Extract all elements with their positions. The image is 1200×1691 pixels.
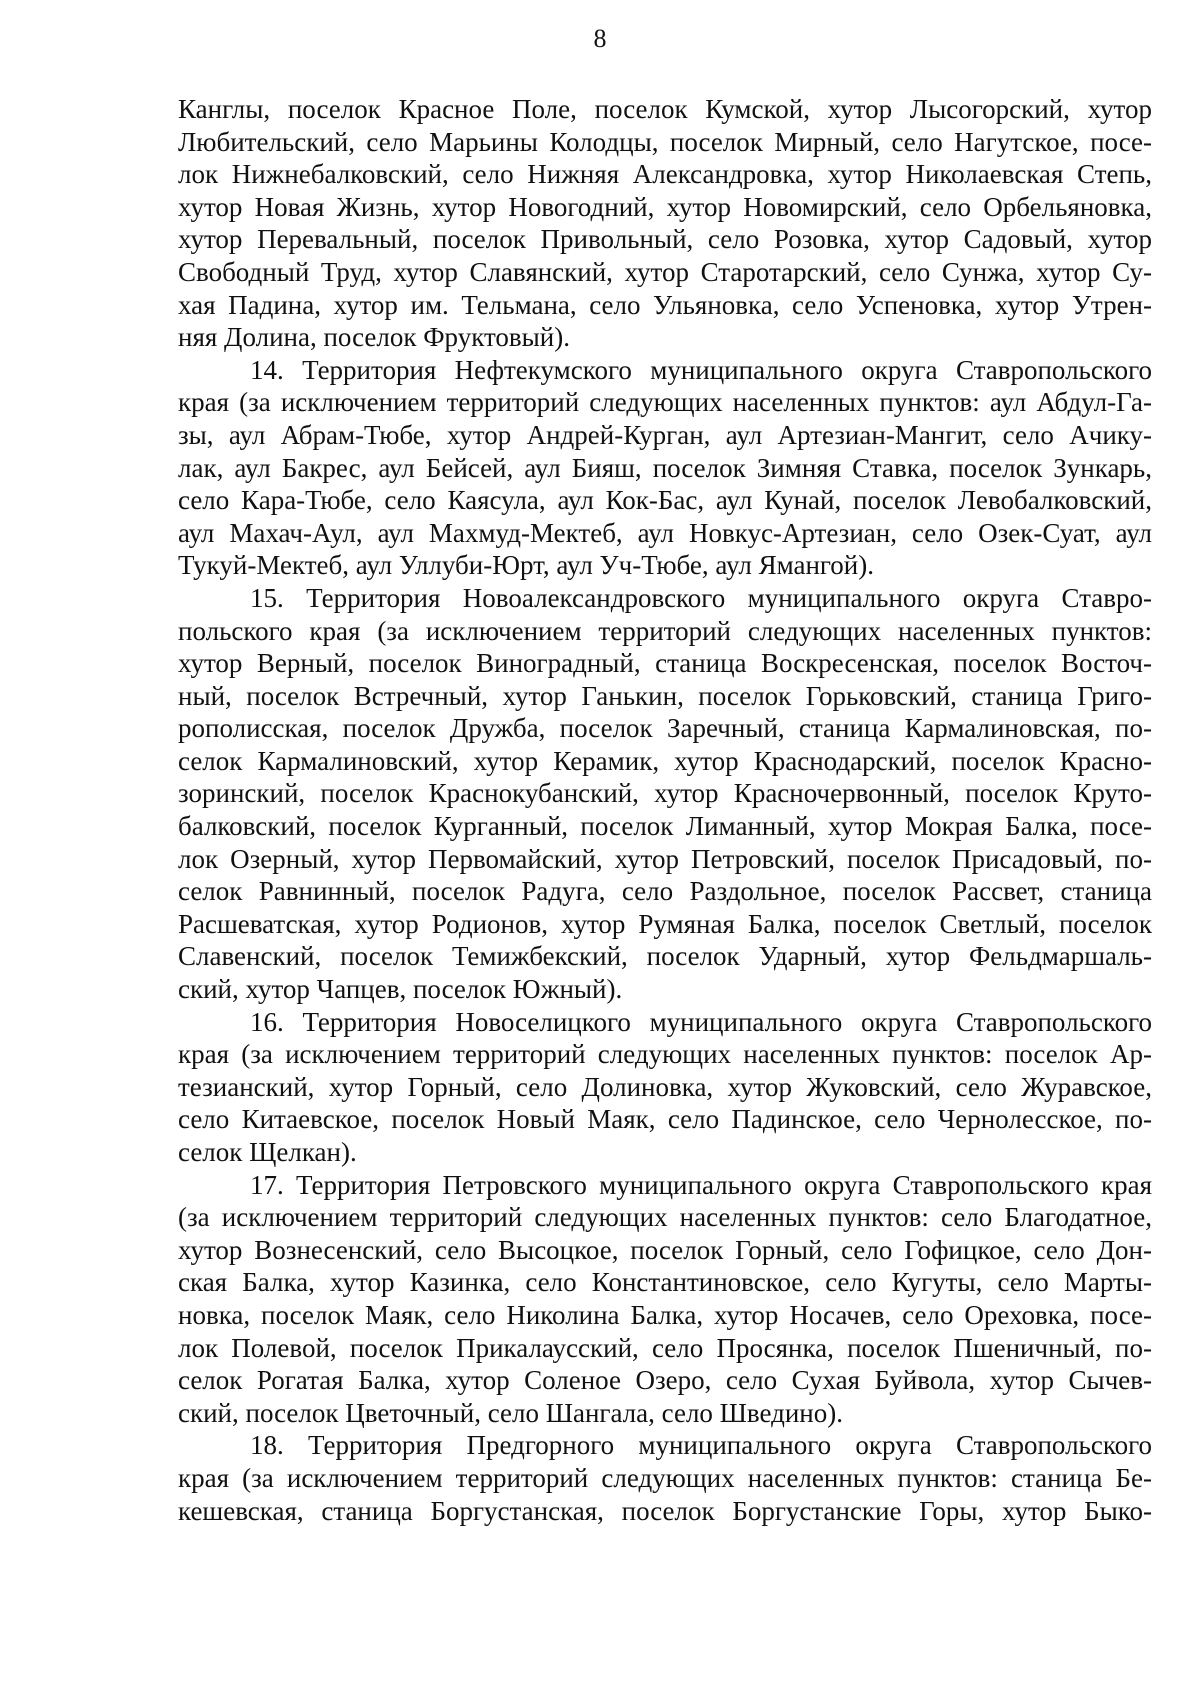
- text-line: хутор Верный, поселок Виноградный, станица Воскресенская, поселок Восточ-: [178, 648, 1152, 679]
- text-line: хутор Перевальный, поселок Привольный, село Розовка, хутор Садовый, хутор: [178, 224, 1152, 255]
- text-line: селок Равнинный, поселок Радуга, село Раздольное, поселок Рассвет, станица: [178, 876, 1152, 907]
- text-line: ская Балка, хутор Казинка, село Константиновское, село Кугуты, село Марты-: [178, 1267, 1152, 1298]
- text-line: лак, аул Бакрес, аул Бейсей, аул Бияш, поселок Зимняя Ставка, поселок Зункарь,: [178, 452, 1152, 483]
- text-line: края (за исключением территорий следующих населенных пунктов: станица Бе-: [178, 1462, 1152, 1493]
- paragraph-first-line: 16. Территория Новоселицкого муниципального округа Ставропольского: [250, 1006, 1152, 1037]
- text-line: Свободный Труд, хутор Славянский, хутор Старотарский, село Сунжа, хутор Су-: [178, 256, 1152, 287]
- text-line: края (за исключением территорий следующих населенных пунктов: поселок Ар-: [178, 1039, 1152, 1070]
- text-line: кешевская, станица Боргустанская, поселок Боргустанские Горы, хутор Быко-: [178, 1495, 1152, 1526]
- text-line: новка, поселок Маяк, село Николина Балка, хутор Носачев, село Ореховка, посе-: [178, 1299, 1152, 1330]
- text-line: хая Падина, хутор им. Тельмана, село Ульяновка, село Успеновка, хутор Утрен-: [178, 289, 1152, 320]
- text-line: аул Махач-Аул, аул Махмуд-Мектеб, аул Новкус-Артезиан, село Озек-Суат, аул: [178, 517, 1152, 548]
- text-line: края (за исключением территорий следующих населенных пунктов: аул Абдул-Га-: [178, 387, 1152, 418]
- text-line: зоринский, поселок Краснокубанский, хутор Красночервонный, поселок Круто-: [178, 778, 1152, 809]
- document-body: [178, 93, 1152, 1527]
- text-line: Тукуй-Мектеб, аул Уллуби-Юрт, аул Уч-Тюбе, аул Ямангой).: [178, 550, 875, 581]
- text-line: село Китаевское, поселок Новый Маяк, село Падинское, село Чернолесское, по-: [178, 1104, 1152, 1135]
- text-line: Канглы, поселок Красное Поле, поселок Кумской, хутор Лысогорский, хутор: [178, 94, 1152, 124]
- paragraph-first-line: 17. Территория Петровского муниципального округа Ставропольского края: [250, 1169, 1152, 1200]
- text-line: тезианский, хутор Горный, село Долиновка, хутор Жуковский, село Журавское,: [178, 1071, 1152, 1102]
- text-line: хутор Новая Жизнь, хутор Новогодний, хутор Новомирский, село Орбельяновка,: [178, 191, 1152, 222]
- paragraph-first-line: 15. Территория Новоалександровского муниципального округа Ставро-: [250, 582, 1152, 613]
- text-line: Любительский, село Марьины Колодцы, поселок Мирный, село Нагутское, посе-: [178, 126, 1152, 157]
- text-line: зы, аул Абрам-Тюбе, хутор Андрей-Курган, аул Артезиан-Мангит, село Ачику-: [178, 419, 1152, 450]
- text-line: хутор Вознесенский, село Высоцкое, поселок Горный, село Гофицкое, село Дон-: [178, 1234, 1152, 1265]
- text-line: няя Долина, поселок Фруктовый).: [178, 322, 570, 353]
- text-line: балковский, поселок Курганный, поселок Лиманный, хутор Мокрая Балка, посе-: [178, 811, 1152, 842]
- text-line: Расшеватская, хутор Родионов, хутор Румяная Балка, поселок Светлый, поселок: [178, 908, 1152, 939]
- text-line: рополисская, поселок Дружба, поселок Заречный, станица Кармалиновская, по-: [178, 713, 1152, 744]
- text-line: лок Полевой, поселок Прикалаусский, село Просянка, поселок Пшеничный, по-: [178, 1332, 1152, 1363]
- text-line: ский, поселок Цветочный, село Шангала, село Шведино).: [178, 1397, 843, 1428]
- page-number: 8: [593, 24, 607, 53]
- text-line: село Кара-Тюбе, село Каясула, аул Кок-Бас, аул Кунай, поселок Левобалковский,: [178, 485, 1152, 516]
- text-line: ский, хутор Чапцев, поселок Южный).: [178, 974, 623, 1005]
- text-line: лок Озерный, хутор Первомайский, хутор Петровский, поселок Присадовый, по-: [178, 843, 1152, 874]
- paragraph-first-line: 18. Территория Предгорного муниципального округа Ставропольского: [250, 1430, 1152, 1461]
- paragraph-first-line: 14. Территория Нефтекумского муниципального округа Ставропольского: [250, 354, 1152, 385]
- text-line: селок Рогатая Балка, хутор Соленое Озеро, село Сухая Буйвола, хутор Сычев-: [178, 1365, 1152, 1396]
- text-line: (за исключением территорий следующих населенных пунктов: село Благодатное,: [178, 1202, 1152, 1233]
- text-line: ный, поселок Встречный, хутор Ганькин, поселок Горьковский, станица Григо-: [178, 680, 1152, 711]
- text-line: Славенский, поселок Темижбекский, поселок Ударный, хутор Фельдмаршаль-: [178, 941, 1152, 972]
- text-line: селок Кармалиновский, хутор Керамик, хутор Краснодарский, поселок Красно-: [178, 745, 1152, 776]
- text-line: селок Щелкан).: [178, 1137, 357, 1167]
- text-line: лок Нижнебалковский, село Нижняя Александровка, хутор Николаевская Степь,: [178, 159, 1152, 190]
- text-line: польского края (за исключением территорий следующих населенных пунктов:: [178, 615, 1152, 646]
